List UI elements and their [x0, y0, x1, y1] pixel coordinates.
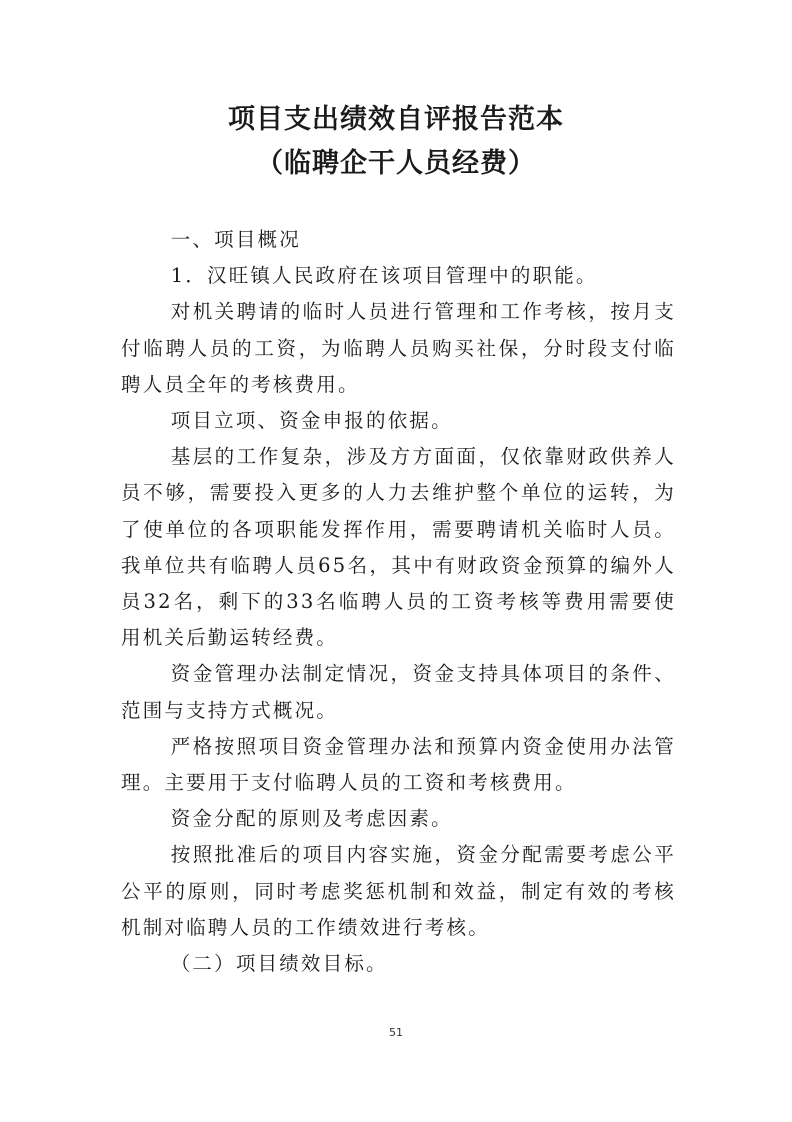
paragraph: 严格按照项目资金管理办法和预算内资金使用办法管理。主要用于支付临聘人员的工资和考核费用。 [121, 734, 676, 795]
section-heading-goals: （二）项目绩效目标。 [170, 952, 388, 976]
document-body [121, 222, 676, 982]
paragraph: 资金管理办法制定情况，资金支持具体项目的条件、范围与支持方式概况。 [121, 662, 676, 722]
paragraph: 资金分配的原则及考虑因素。 [170, 807, 453, 831]
paragraph: 基层的工作复杂，涉及方方面面，仅依靠财政供养人员不够，需要投入更多的人力去维护整个单位的运转，为了使单位的各项职能发挥作用，需要聘请机关临时人员。我单位共有临聘人员65名，其中有财政资金预算的编外人员32名，剩下的33名临聘人员的工资考核等费用需要使用机关后勤运转经费。 [121, 445, 676, 650]
title-line-subtitle: （临聘企干人员经费） [256, 148, 536, 179]
section-heading-overview: 一、项目概况 [170, 228, 301, 251]
paragraph: 1．汉旺镇人民政府在该项目管理中的职能。 [170, 264, 598, 288]
document-title [0, 98, 792, 186]
paragraph: 按照批准后的项目内容实施，资金分配需要考虑公平公平的原则，同时考虑奖惩机制和效益，制定有效的考核机制对临聘人员的工作绩效进行考核。 [121, 843, 676, 939]
paragraph: 对机关聘请的临时人员进行管理和工作考核，按月支付临聘人员的工资，为临聘人员购买社保，分时段支付临聘人员全年的考核费用。 [121, 300, 676, 396]
paragraph: 项目立项、资金申报的依据。 [170, 409, 453, 433]
title-line-main: 项目支出绩效自评报告范本 [228, 104, 564, 135]
page-number: 51 [389, 1026, 403, 1039]
